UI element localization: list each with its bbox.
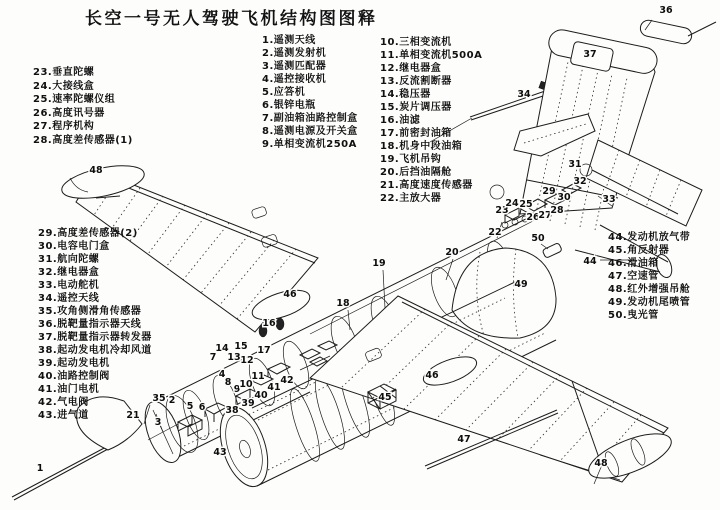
legend-item: 1.遥测天线 [262,35,316,46]
callout-number-8: 8 [224,377,232,388]
tracer-tube [542,243,562,259]
callout-number-23: 23 [495,205,509,216]
callout-number-6: 6 [198,402,206,413]
legend-item: 35.攻角侧滑角传感器 [38,306,142,317]
miss-distance-antenna [639,19,693,45]
oil-filter [276,318,284,330]
legend-item: 22.主放大器 [380,193,442,204]
callout-number-42: 42 [280,375,294,386]
legend-item: 45.角反射器 [608,245,670,256]
callout-number-20: 20 [445,247,459,258]
legend-item: 4.遥控接收机 [262,74,327,85]
callout-number-47: 47 [457,434,471,445]
legend-item: 7.副油箱油路控制盒 [262,113,358,124]
legend-item: 14.稳压器 [380,89,431,100]
callout-number-5: 5 [186,401,194,412]
callout-number-14: 14 [215,343,229,354]
callout-number-11: 11 [251,371,265,382]
legend-column-left-lower [38,227,152,422]
legend-item: 46.滑油箱 [608,258,659,269]
callout-number-39: 39 [241,398,255,409]
callout-number-44: 44 [583,256,597,267]
callout-number-21: 21 [126,410,140,421]
callout-number-4: 4 [218,369,226,380]
callout-number-48: 48 [89,165,103,176]
legend-item: 26.高度讯号器 [33,107,105,119]
callout-number-46: 46 [283,289,297,300]
exhaust-shroud [452,243,562,339]
legend-item: 47.空速管 [608,271,659,282]
legend-item: 16.油滤 [380,115,421,126]
legend-item: 34.遥控天线 [38,293,100,304]
callout-number-3: 3 [154,417,162,428]
legend-item: 43.进气道 [38,410,89,421]
callout-number-37: 37 [583,49,597,60]
callout-number-1: 1 [36,463,44,474]
callout-number-45: 45 [378,392,392,403]
legend-item: 28.高度差传感器(1) [33,134,133,146]
diagram-title: 长空一号无人驾驶飞机结构图图释 [85,9,378,29]
callout-number-33: 33 [602,194,616,205]
callout-number-2: 2 [168,395,176,406]
callout-number-26: 26 [526,212,540,223]
callout-number-31: 31 [568,159,582,170]
legend-item: 31.航向陀螺 [38,254,100,265]
legend-item: 9.单相变流机250A [262,139,357,150]
callout-number-13: 13 [227,352,241,363]
vertical-gyro [490,185,504,199]
legend-item: 24.大接线盒 [33,80,95,92]
legend-item: 50.曳光管 [608,310,659,321]
callout-number-34: 34 [517,89,531,100]
callout-number-36: 36 [659,5,673,16]
callout-number-27: 27 [538,210,552,221]
callout-number-15: 15 [234,341,248,352]
legend-item: 37.脱靶量指示器转发器 [38,332,152,343]
callout-number-38: 38 [225,405,239,416]
callout-number-43: 43 [213,447,227,458]
legend-item: 36.脱靶量指示器天线 [38,319,142,330]
legend-item: 49.发动机尾喷管 [608,297,691,308]
callout-number-22: 22 [488,227,502,238]
callout-number-29: 29 [542,186,556,197]
legend-item: 20.后挡油隔舱 [380,167,452,178]
legend-item: 25.速率陀螺仪组 [33,94,116,106]
legend-item: 15.炭片调压器 [380,102,452,113]
callout-number-16: 16 [262,318,276,329]
callout-number-50: 50 [531,233,545,244]
callout-number-10: 10 [239,379,253,390]
callout-number-18: 18 [336,298,350,309]
legend-item: 12.继电器盒 [380,63,442,74]
callout-number-19: 19 [372,258,386,269]
callout-number-46: 46 [425,370,439,381]
legend-item: 21.高度速度传感器 [380,180,473,191]
callout-number-28: 28 [550,205,564,216]
legend-item: 38.起动发电机冷却风道 [38,345,152,356]
legend-item: 41.油门电机 [38,384,100,395]
legend-item: 17.前密封油箱 [380,128,452,139]
callout-number-40: 40 [254,390,268,401]
legend-item: 10.三相变流机 [380,37,452,48]
legend-item: 32.继电器盒 [38,267,100,278]
callout-number-7: 7 [209,352,217,363]
legend-column-right [608,231,690,322]
legend-item: 5.应答机 [262,87,306,98]
nose-boom [12,446,108,497]
legend-item: 27.程序机构 [33,121,95,133]
legend-item: 13.反流割断器 [380,76,452,87]
legend-item: 23.垂直陀螺 [33,67,95,78]
callout-number-24: 24 [505,198,519,209]
legend-item: 18.机身中段油箱 [380,141,463,152]
legend-item: 39.起动发电机 [38,358,110,369]
legend-item: 19.飞机吊钩 [380,154,442,165]
callout-number-25: 25 [519,199,533,210]
legend-item: 2.遥测发射机 [262,48,327,59]
callout-number-30: 30 [557,192,571,203]
legend-item: 8.遥测电源及开关盒 [262,126,358,137]
legend-column-nose-items [262,34,358,151]
legend-column-left-upper [33,66,133,148]
legend-item: 3.遥测匹配器 [262,61,327,72]
legend-item: 40.油路控制阀 [38,371,110,382]
callout-number-9: 9 [233,384,241,395]
callout-number-12: 12 [240,355,254,366]
legend-item: 33.电动舵机 [38,280,100,291]
callout-number-17: 17 [257,345,271,356]
legend-item: 48.红外增强吊舱 [608,284,691,295]
callout-number-41: 41 [267,382,281,393]
callout-number-35: 35 [152,393,166,404]
legend-item: 29.高度差传感器(2) [38,228,138,239]
callout-number-48: 48 [594,458,608,469]
legend-item: 11.单相变流机500A [380,50,483,61]
legend-column-mid-items [380,36,482,205]
legend-item: 42.气电阀 [38,397,89,408]
legend-item: 44.发动机放气带 [608,232,691,243]
callout-number-49: 49 [514,279,528,290]
callout-number-32: 32 [573,176,587,187]
legend-item: 30.电容电门盒 [38,241,110,252]
legend-item: 6.银锌电瓶 [262,100,316,111]
